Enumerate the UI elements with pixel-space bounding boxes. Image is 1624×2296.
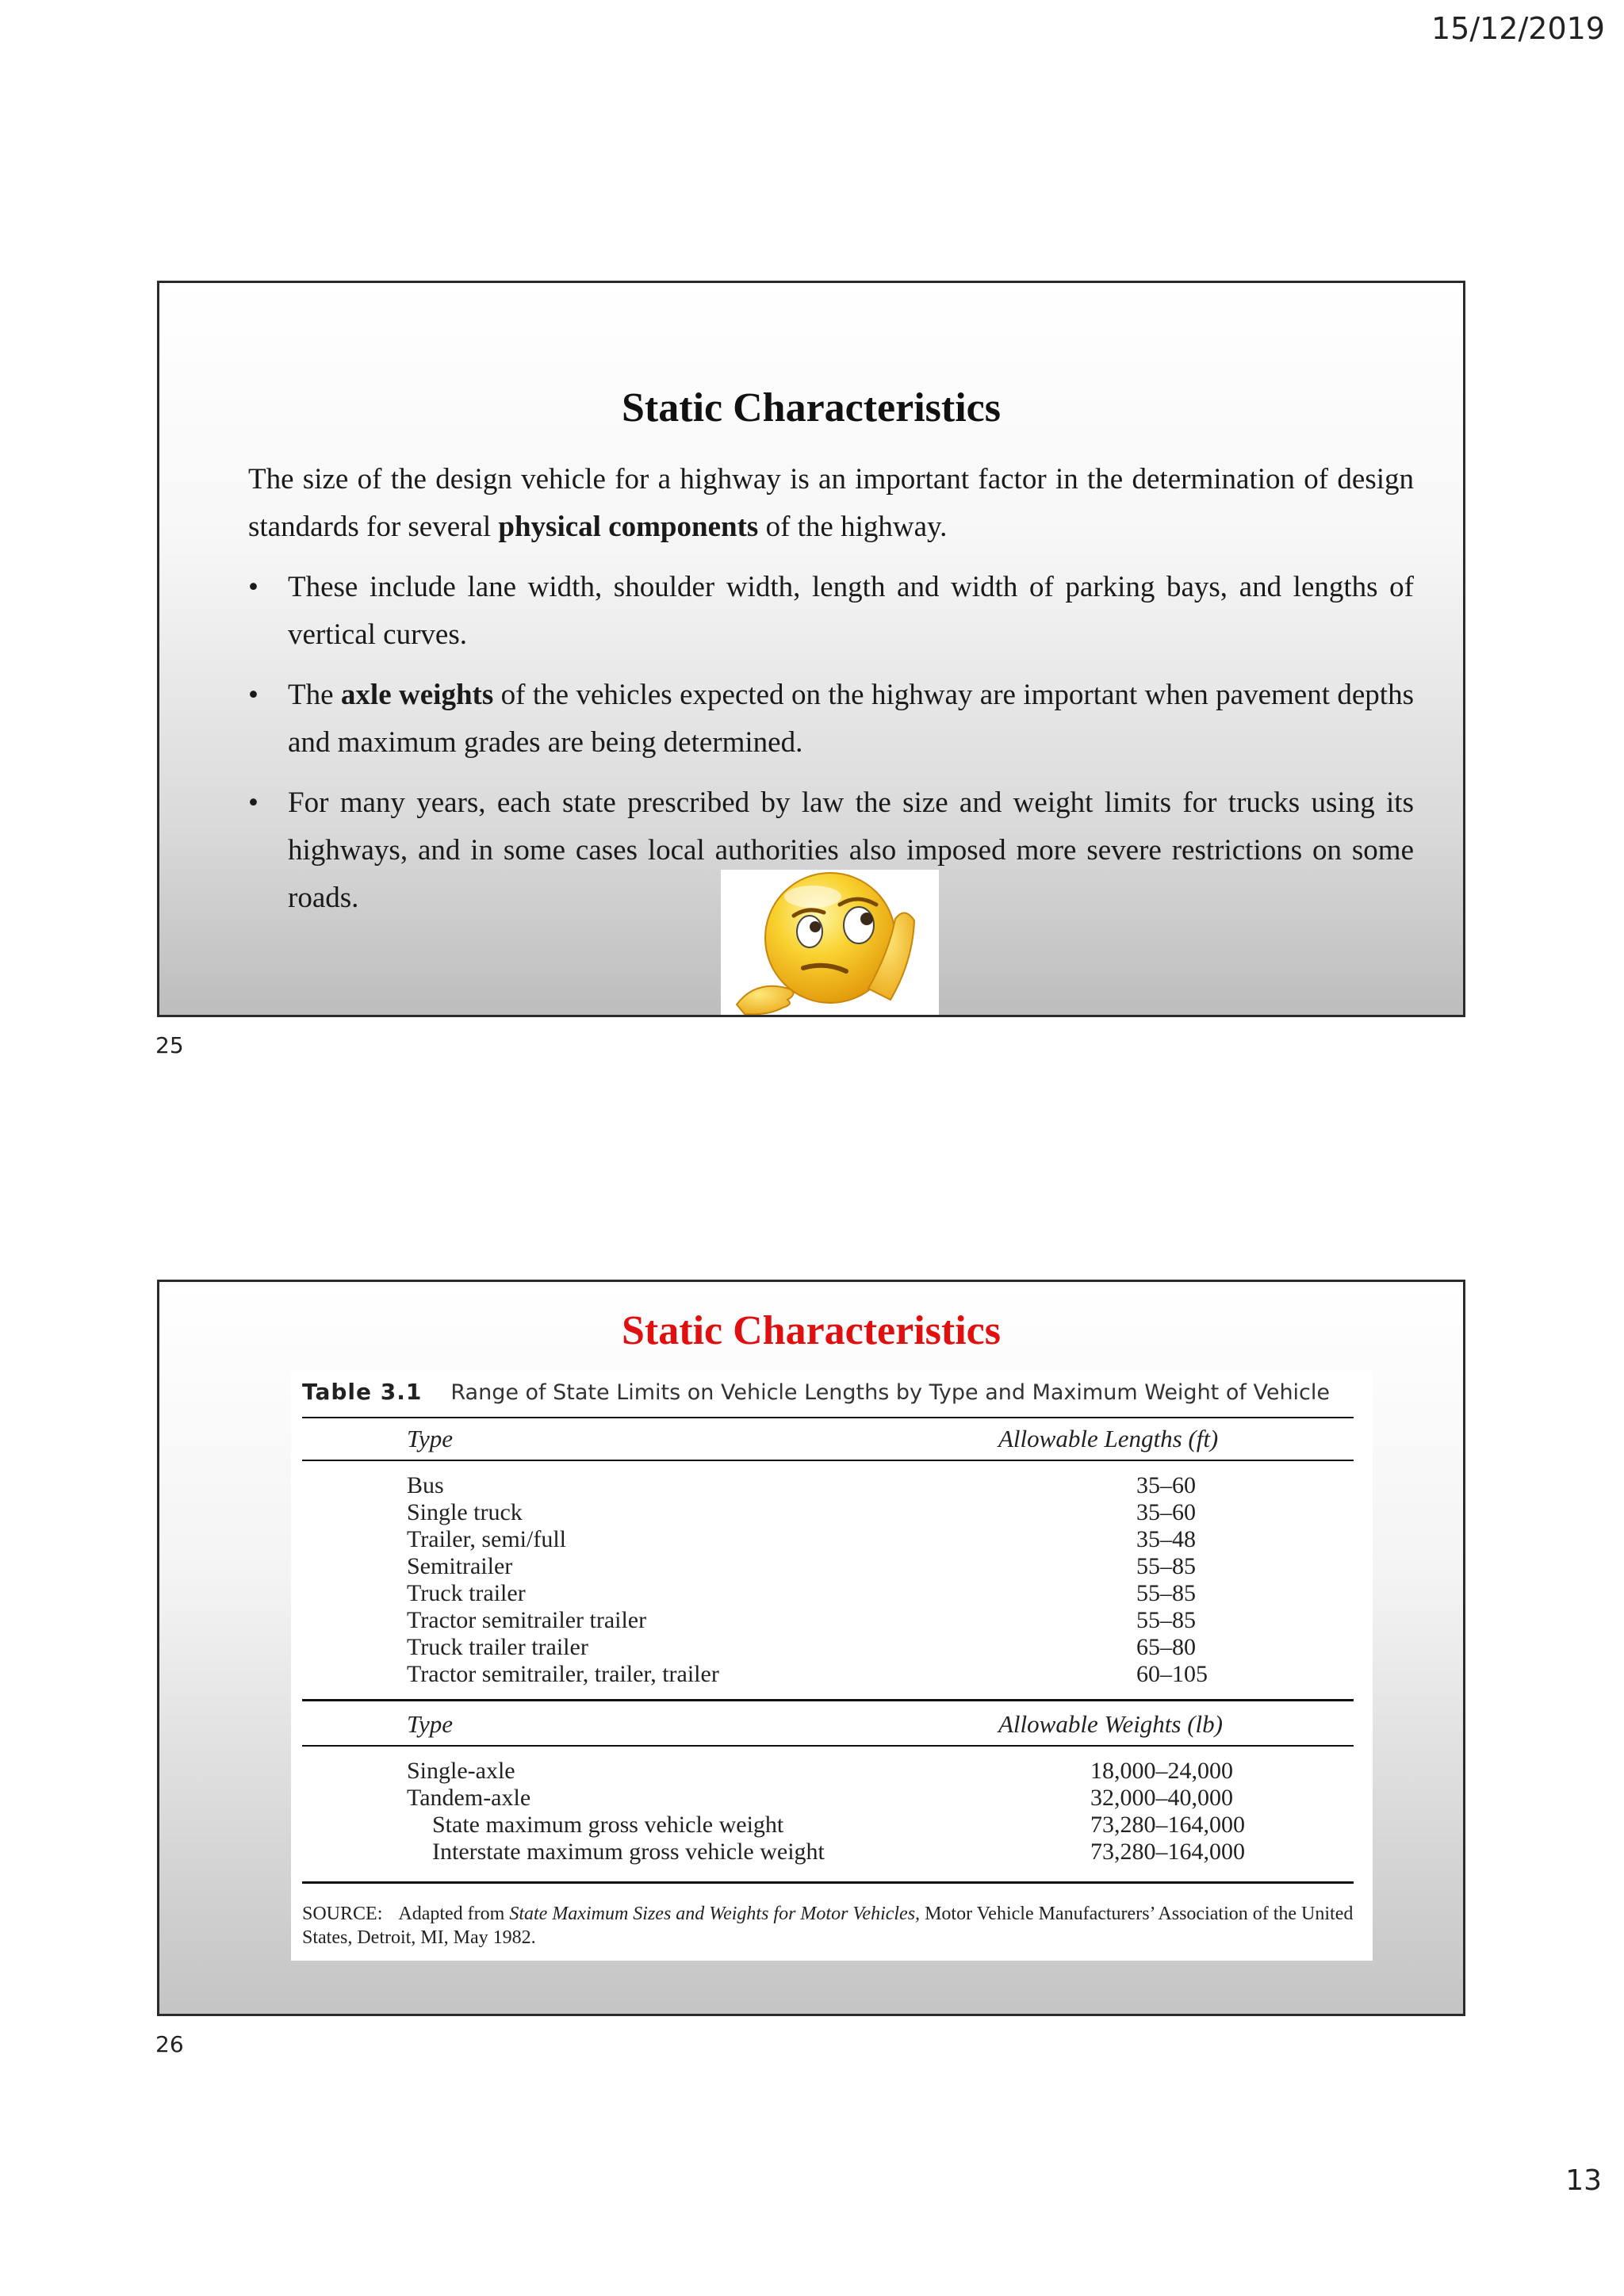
table-row: Tractor semitrailer trailer 55–85 (407, 1607, 1196, 1633)
table-row: Bus 35–60 (407, 1472, 1196, 1498)
table-rule (302, 1417, 1354, 1418)
bullet-mark: • (248, 786, 259, 819)
slide-number: 26 (155, 2031, 184, 2057)
table-label: Table 3.1 (302, 1379, 423, 1405)
table-row: Trailer, semi/full 35–48 (407, 1526, 1196, 1552)
table-row: Truck trailer 55–85 (407, 1580, 1196, 1606)
table-row: Semitrailer 55–85 (407, 1553, 1196, 1579)
column-header-type: Type (407, 1425, 453, 1452)
bullet-mark: • (248, 679, 259, 711)
column-header-lengths: Allowable Lengths (ft) (998, 1425, 1219, 1452)
physical-components-bold: physical components (498, 511, 759, 543)
table-rule (302, 1881, 1354, 1884)
table-row: Single truck 35–60 (407, 1499, 1196, 1525)
bullet-item: • These include lane width, shoulder width, length and width of parking bays, and lengths of vertical curves. (248, 564, 1414, 659)
page-number: 13 (1565, 2164, 1602, 2197)
table-source: SOURCE: Adapted from State Maximum Sizes and Weights for Motor Vehicles, Motor Vehicle Manufacturers’ Association of the United States, Detroit, MI, May 1982. (302, 1904, 1354, 1948)
slide-26 (157, 1280, 1465, 2016)
table-rule (302, 1699, 1354, 1701)
table-row: Tractor semitrailer, trailer, trailer 60–105 (407, 1661, 1208, 1687)
table-rule (302, 1460, 1354, 1461)
bullet-list (248, 564, 1414, 922)
axle-weights-bold: axle weights (340, 679, 494, 711)
table-row: Single-axle 18,000–24,000 (407, 1758, 1233, 1784)
table-row: Truck trailer trailer 65–80 (407, 1634, 1196, 1660)
table-row: Interstate maximum gross vehicle weight 73,280–164,000 (432, 1839, 1245, 1865)
intro-paragraph: The size of the design vehicle for a highway is an important factor in the determination of design standards for several physical components of the highway. (248, 463, 1414, 543)
bullet-item: • For many years, each state prescribed by law the size and weight limits for trucks using its highways, and in some cases local authorities also imposed more severe restrictions on some roads. (248, 779, 1414, 922)
table-caption (302, 1379, 1330, 1405)
slide-body (248, 456, 1414, 935)
slide-title: Static Characteristics (622, 1308, 1001, 1353)
table-rule (302, 1745, 1354, 1747)
bullet-item: • The axle weights of the vehicles expected on the highway are important when pavement depths and maximum grades are being determined. (248, 672, 1414, 767)
column-header-type: Type (407, 1710, 453, 1738)
thinking-face-emoji-icon (721, 870, 939, 1016)
slide-25 (157, 281, 1465, 1017)
bullet-mark: • (248, 571, 259, 603)
slide-title: Static Characteristics (622, 385, 1001, 430)
table-description: Range of State Limits on Vehicle Lengths by Type and Maximum Weight of Vehicle (450, 1380, 1331, 1405)
table-3-1 (291, 1371, 1373, 1961)
table-row: Tandem-axle 32,000–40,000 (407, 1785, 1233, 1811)
slide-number: 25 (155, 1032, 184, 1058)
column-header-weights: Allowable Weights (lb) (998, 1710, 1223, 1738)
table-row: State maximum gross vehicle weight 73,280–164,000 (432, 1812, 1245, 1838)
header-date: 15/12/2019 (1431, 11, 1605, 46)
